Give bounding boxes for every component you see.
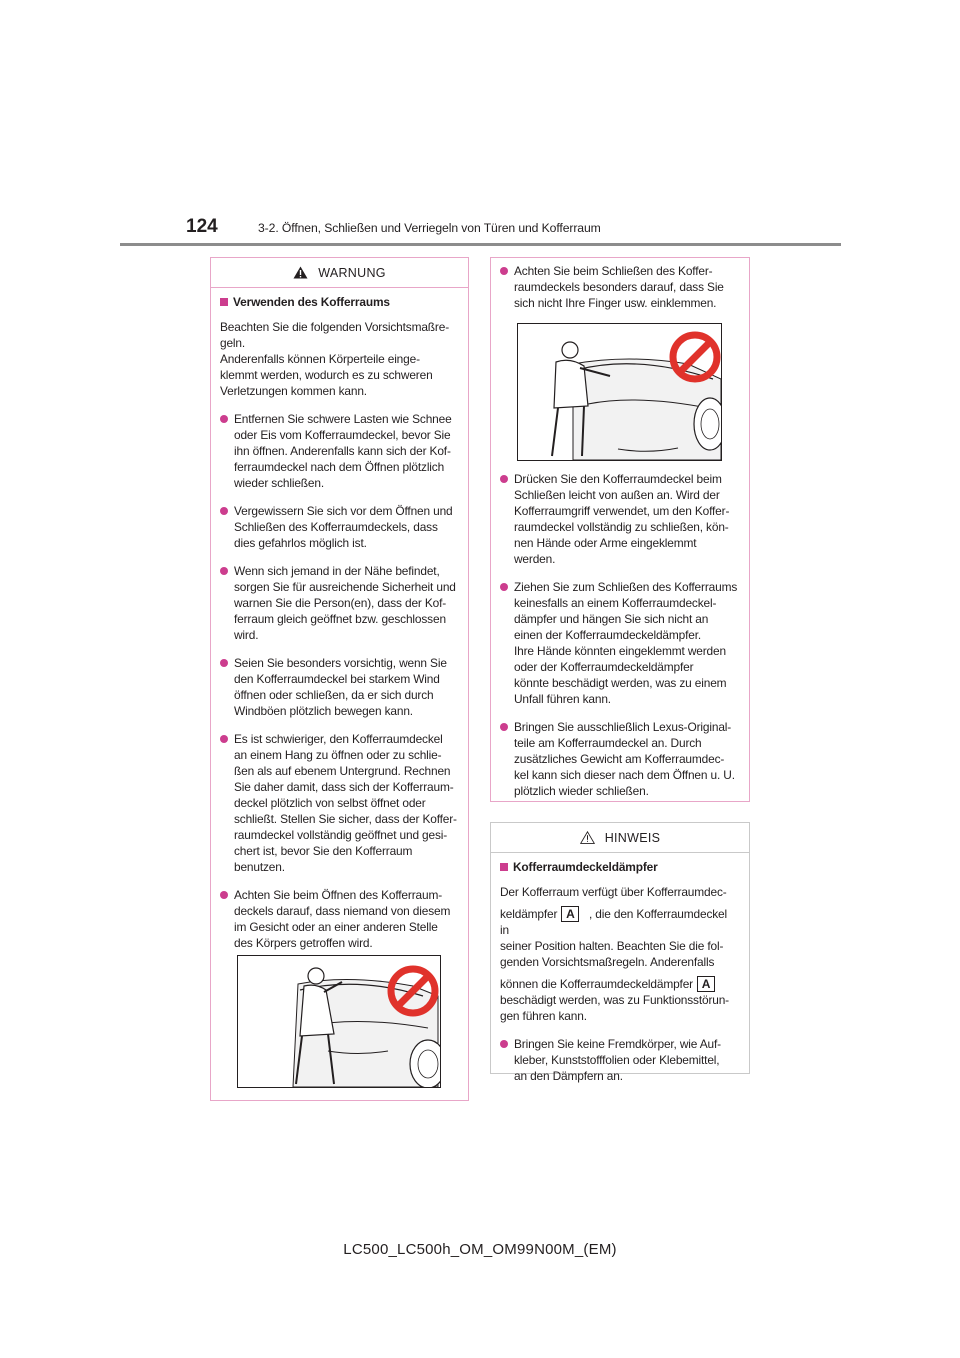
- list-item: Achten Sie beim Schließen des Koffer- raumdeckels besonders darauf, dass Sie sich nicht Ihre Finger usw. einklemmen.: [500, 263, 739, 311]
- prohibition-icon: [668, 330, 722, 384]
- notice-title: HINWEIS: [604, 830, 661, 845]
- document-code: LC500_LC500h_OM_OM99N00M_(EM): [343, 1241, 617, 1258]
- round-bullet-icon: [220, 659, 228, 667]
- warning-title: WARNUNG: [318, 265, 386, 280]
- trunk-closing-illustration: [517, 323, 722, 461]
- round-bullet-icon: [220, 567, 228, 575]
- callout-a-label: A: [561, 906, 579, 922]
- list-item: Bringen Sie keine Fremdkörper, wie Auf- kleber, Kunststofffolien oder Klebemittel, an den Dämpfern an.: [500, 1036, 739, 1084]
- trunk-opening-illustration: [237, 955, 441, 1088]
- list-item: Entfernen Sie schwere Lasten wie Schnee oder Eis vom Kofferraumdeckel, bevor Sie ihn öffnen. Anderenfalls kann sich der Kof- ferraumdeckel nach dem Öffnen plötzlich wieder schließen.: [220, 411, 458, 491]
- notice-heading: Kofferraumdeckeldämpfer: [500, 859, 739, 875]
- round-bullet-icon: [500, 1040, 508, 1048]
- notice-box: [490, 822, 750, 1083]
- prohibition-icon: [386, 964, 440, 1018]
- round-bullet-icon: [500, 583, 508, 591]
- list-item: Ziehen Sie zum Schließen des Kofferraums keinesfalls an einem Kofferraumdeckel- dämpfer und hängen Sie sich nicht an einen der Kofferraumdeckeldämpfer. Ihre Hände könnten eingeklemmt werden oder der Kofferraumdeckeldämpfer könnte beschädigt werden, was zu einem Unfall führen kann.: [500, 579, 739, 707]
- notice-header: [491, 823, 749, 853]
- warning-intro: Beachten Sie die folgenden Vorsichtsmaßre- geln. Anderenfalls können Körperteile einge- klemmt werden, wodurch es zu schweren Verletzungen kommen kann.: [220, 320, 450, 398]
- round-bullet-icon: [500, 267, 508, 275]
- list-item: Seien Sie besonders vorsichtig, wenn Sie den Kofferraumdeckel bei starkem Wind öffnen oder schließen, da er sich durch Windböen plötzlich bewegen kann.: [220, 655, 458, 719]
- section-title: 3-2. Öffnen, Schließen und Verriegeln von Türen und Kofferraum: [258, 221, 601, 235]
- round-bullet-icon: [220, 735, 228, 743]
- round-bullet-icon: [220, 415, 228, 423]
- warning-header: [211, 258, 468, 288]
- round-bullet-icon: [500, 723, 508, 731]
- notice-body: Der Kofferraum verfügt über Kofferraumdec- keldämpfer A , die den Kofferraumdeckel in seiner Position halten. Beachten Sie die fol- genden Vorsichtsmaßregeln. Anderenfalls können die Kofferraumdeckeldämpfer A beschädigt werden, was zu Funktionsstörun- gen führen kann.: [500, 885, 729, 1023]
- warning-triangle-icon: [293, 266, 308, 279]
- warning-heading: Verwenden des Kofferraums: [220, 294, 458, 310]
- callout-a-label: A: [697, 976, 715, 992]
- round-bullet-icon: [500, 475, 508, 483]
- caution-triangle-icon: [580, 831, 595, 844]
- round-bullet-icon: [220, 891, 228, 899]
- square-bullet-icon: [220, 298, 228, 306]
- header-rule: [120, 243, 841, 246]
- list-item: Vergewissern Sie sich vor dem Öffnen und Schließen des Kofferraumdeckels, dass dies gefahrlos möglich ist.: [220, 503, 458, 551]
- warning-box: [210, 257, 469, 1101]
- warning-box-continued: [490, 257, 750, 802]
- list-item: Achten Sie beim Öffnen des Kofferraum- deckels darauf, dass niemand von diesem im Gesicht oder an einer anderen Stelle des Körpers getroffen wird.: [220, 887, 458, 951]
- square-bullet-icon: [500, 863, 508, 871]
- round-bullet-icon: [220, 507, 228, 515]
- list-item: Wenn sich jemand in der Nähe befindet, sorgen Sie für ausreichende Sicherheit und warnen Sie die Person(en), dass der Kof- ferraum gleich geöffnet bzw. geschlossen wird.: [220, 563, 458, 643]
- list-item: Bringen Sie ausschließlich Lexus-Original- teile am Kofferraumdeckel an. Durch zusätzliches Gewicht am Kofferraumdec- kel kann sich dieser nach dem Öffnen u. U. plötzlich wieder schließen.: [500, 719, 739, 799]
- list-item: Drücken Sie den Kofferraumdeckel beim Schließen leicht von außen an. Wird der Kofferraumgriff verwendet, um den Koffer- raumdeckel vollständig zu schließen, kön- nen Hände oder Arme eingeklemmt werden.: [500, 471, 739, 567]
- page-number: 124: [186, 216, 218, 237]
- list-item: Es ist schwieriger, den Kofferraumdeckel an einem Hang zu öffnen oder zu schlie- ßen als auf ebenem Untergrund. Rechnen Sie daher damit, dass sich der Kofferraum- deckel plötzlich von selbst öffnet oder schließt. Stellen Sie sicher, dass der Koffer- raumdeckel vollständig geöffnet und gesi- chert ist, bevor Sie den Kofferraum benutzen.: [220, 731, 458, 875]
